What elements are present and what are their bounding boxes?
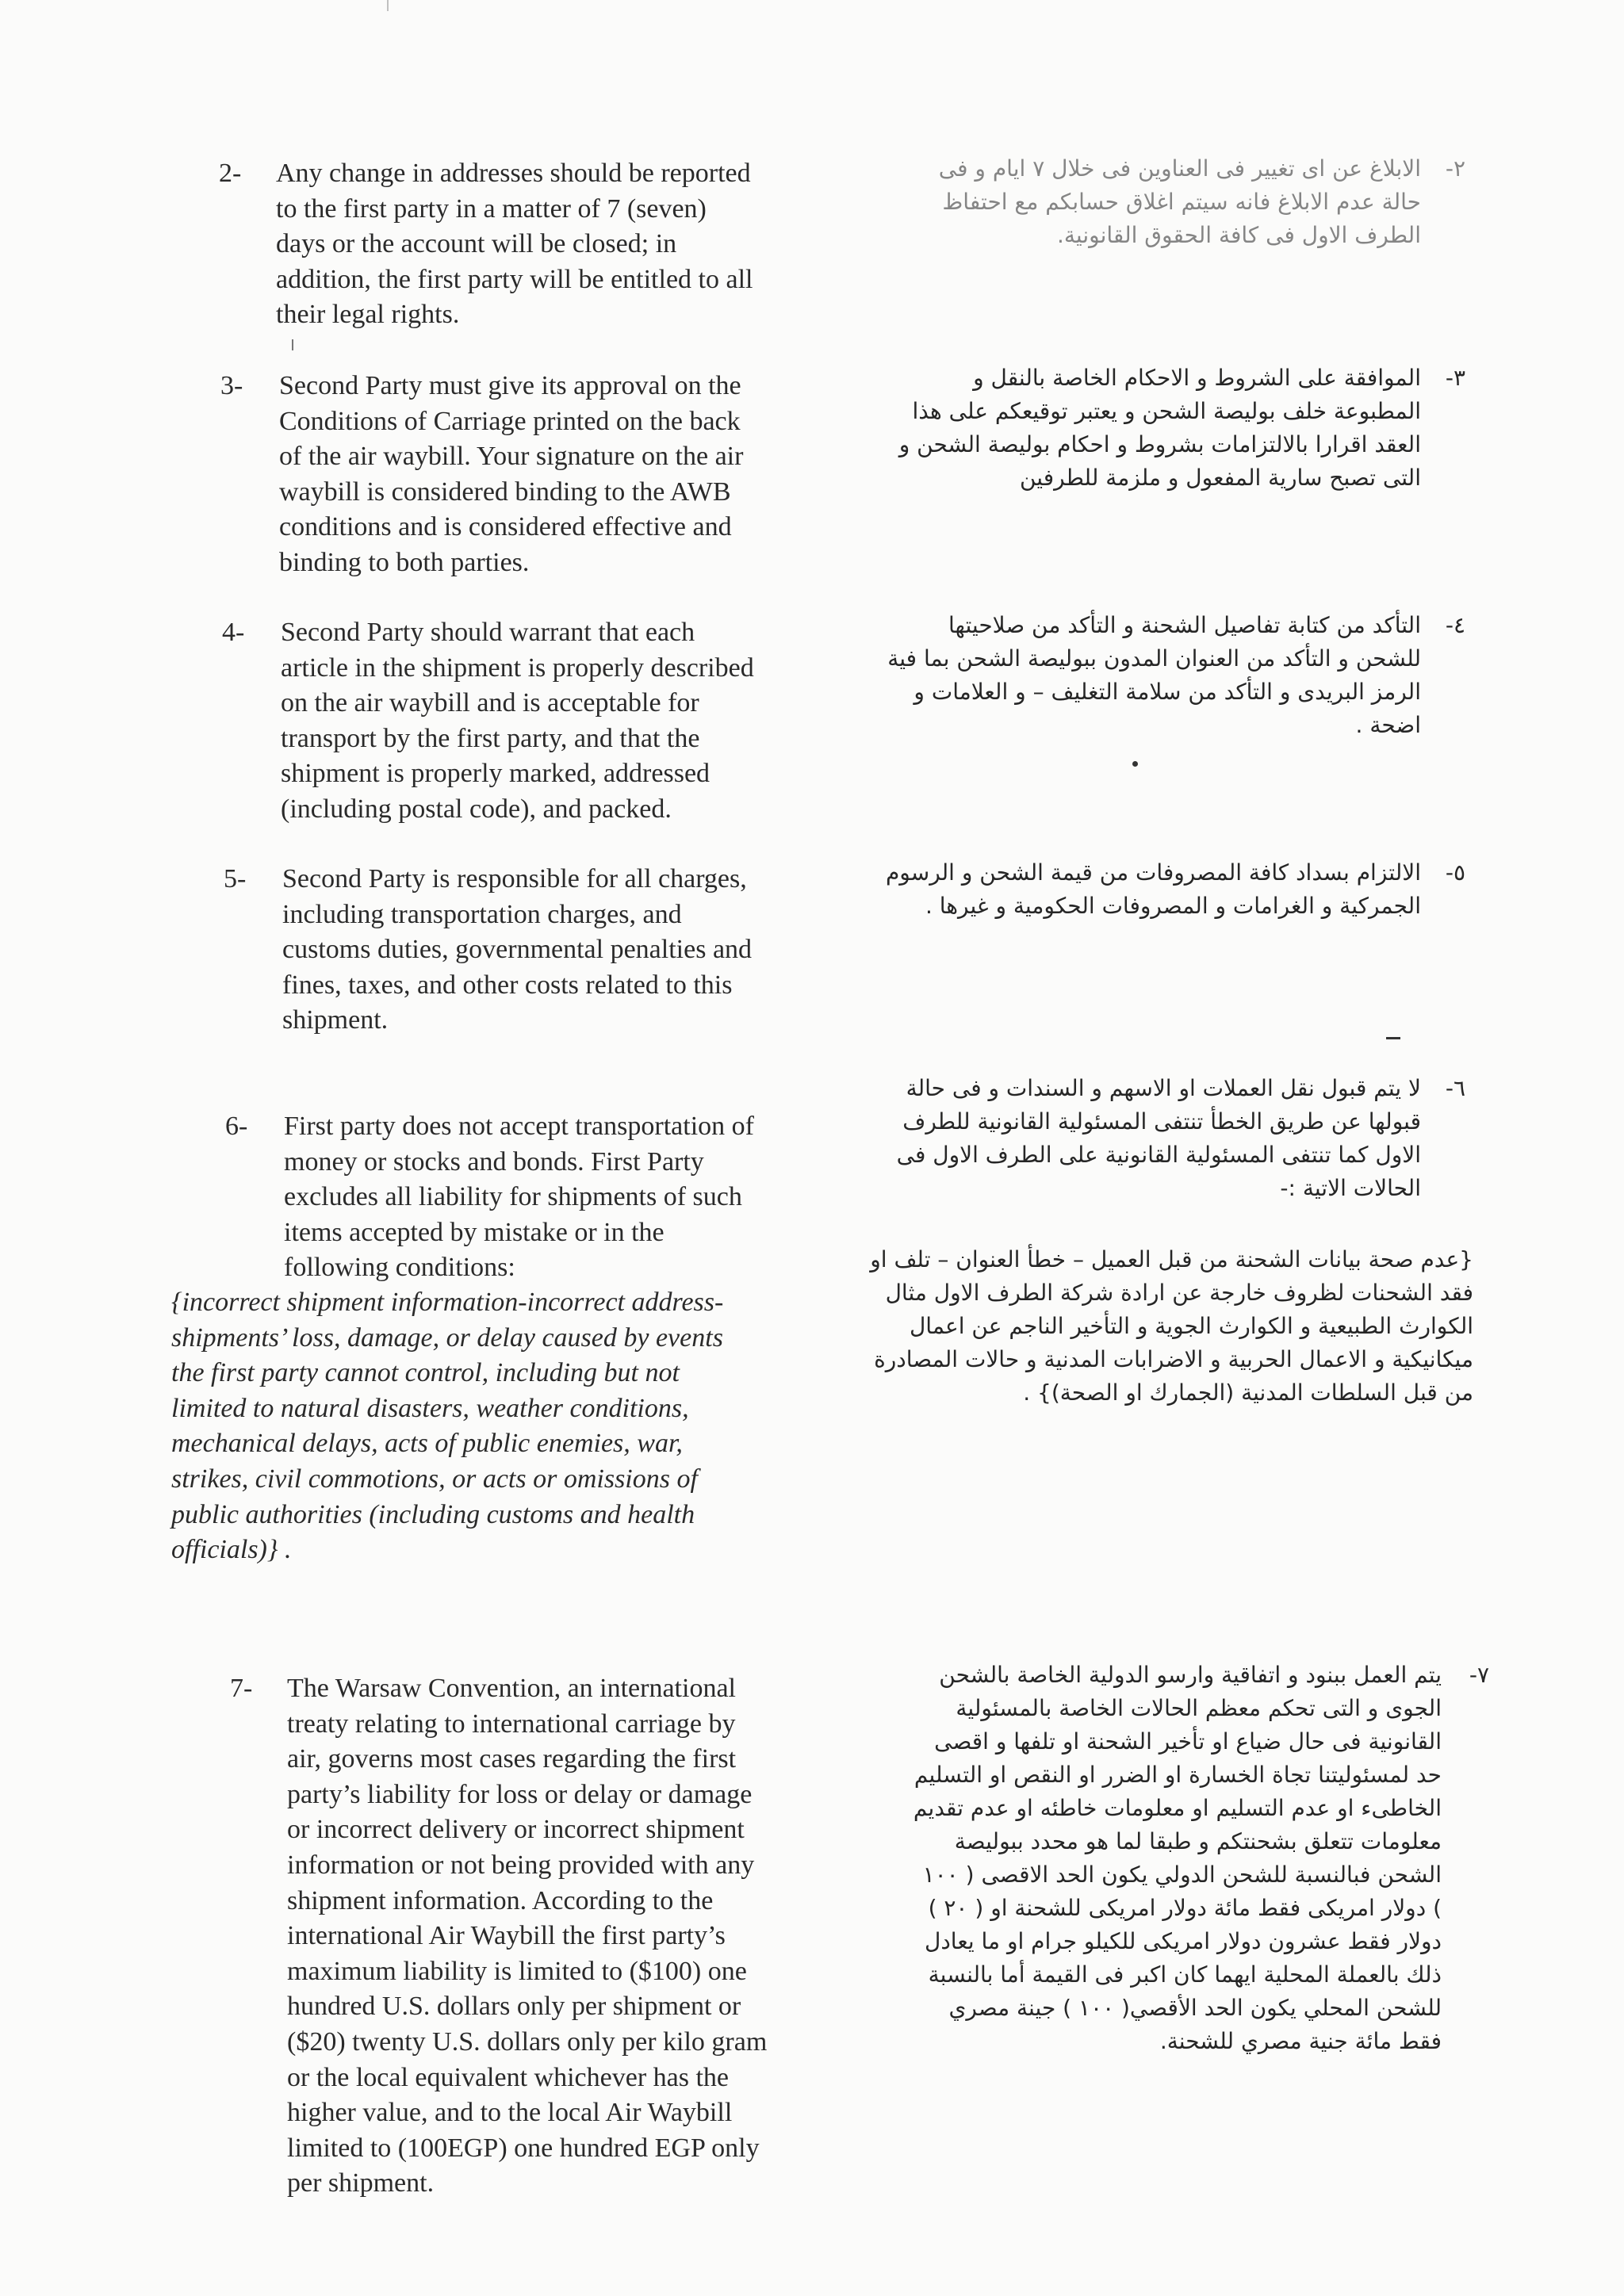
text-line: الرمز البريدى و التأكد من سلامة التغليف – و العلامات و [914,679,1421,705]
text-line: their legal rights. [276,300,460,330]
clause-number: 2- [219,159,242,188]
text-line: including transportation charges, and [282,899,682,929]
text-line: للشحن و التأكد من العنوان المدون ببوليصة الشحن بما فية [887,645,1421,672]
text-line: قبولها عن طريق الخطأ تنتفى المسئولية القانونية للطرف [902,1108,1421,1135]
clause-number: 4- [222,618,245,647]
text-line: international Air Waybill the first party’s [287,1921,726,1951]
text-line: الحالات الاتية :- [1280,1175,1421,1201]
text-line: the first party cannot control, including but not [171,1358,680,1388]
text-line: excludes all liability for shipments of such [284,1182,742,1212]
text-line: air, governs most cases regarding the first [287,1744,737,1774]
text-line: Second Party is responsible for all charges, [282,864,747,894]
clause-3-ar [855,362,1465,495]
text-line: معلومات تتعلق بشحنتكم و طبقا لما هو محدد ببوليصة [954,1828,1442,1854]
text-line: Second Party should warrant that each [281,618,695,647]
text-line: waybill is considered binding to the AWB [279,476,731,507]
text-line: party’s liability for loss or delay or damage [287,1779,753,1809]
scan-dot [1132,761,1138,767]
text-line: القانونية فى حال ضياع او تأخير الشحنة او تلفها و اقصى [934,1728,1442,1755]
text-line: limited to (100EGP) one hundred EGP only [287,2133,760,2163]
text-line: mechanical delays, acts of public enemies, war, [171,1429,683,1459]
text-line: Conditions of Carriage printed on the back [279,406,741,436]
clause-text [281,615,754,828]
text-line: higher value, and to the local Air Waybill [287,2098,733,2128]
scan-dash [1386,1037,1400,1039]
clause-text [282,862,752,1039]
text-line: treaty relating to international carriage by [287,1709,736,1739]
text-line: العقد اقرارا بالالتزامات بشروط و احكام بوليصة الشحن و [898,431,1421,457]
text-line: ) دولار امريكى فقط مائة دولار امريكى للشحنة او ( ٢٠ ) [928,1895,1442,1921]
clause-6-conditions-ar [855,1243,1473,1410]
scan-mark [387,0,389,11]
text-line: الشحن فبالنسبة للشحن الدولي يكون الحد الاقصى ( ١٠٠ [922,1862,1442,1888]
clause-text [855,362,1465,495]
clause-text [276,156,753,333]
clause-number: ٧- [1469,1662,1489,1688]
clause-4-ar [855,609,1465,742]
scan-mark [292,339,293,350]
clause-number: 5- [224,864,247,894]
text-line: (including postal code), and packed. [281,794,672,824]
clause-text [855,152,1465,252]
text-line: حالة عدم الابلاغ فانه سيتم اغلاق حسابكم مع احتفاظ [942,189,1421,215]
text-line: public authorities (including customs and health [171,1499,695,1529]
text-line: officials)} . [171,1535,292,1565]
text-line: limited to natural disasters, weather conditions, [171,1393,689,1423]
clause-number: 6- [225,1112,248,1141]
text-line: فقد الشحنات لظروف خارجة عن ارادة شركة الطرف الاول مثال [885,1280,1473,1306]
clause-2-ar [855,152,1465,252]
text-line: First party does not accept transportation of [284,1112,754,1141]
clause-number: ٢- [1445,155,1465,182]
text-line: الابلاغ عن اى تغيير فى العناوين فى خلال ٧ ايام و فى [938,155,1421,182]
clause-5-ar [855,856,1465,923]
clause-7-ar [855,1659,1489,2058]
text-line: fines, taxes, and other costs related to this [282,970,733,1000]
text-line: article in the shipment is properly described [281,652,754,683]
text-line: الخاطىء او عدم التسليم او معلومات خاطئه او عدم تقديم [913,1795,1442,1821]
text-line: الجوى و التى تحكم معظم الحالات الخاصة بالمسئولية [956,1695,1442,1721]
text-line: الموافقة على الشروط و الاحكام الخاصة بالنقل و [973,365,1421,391]
text-line: information or not being provided with any [287,1850,755,1880]
text-line: ميكانيكية و الاعمال الحربية و الاضرابات المدنية و حالات المصادرة [874,1346,1473,1372]
text-line: shipments’ loss, damage, or delay caused by events [171,1322,723,1353]
text-line: Any change in addresses should be reported [276,159,751,188]
text-line: binding to both parties. [279,547,530,577]
text-line: per shipment. [287,2168,435,2198]
clause-number: 7- [230,1674,253,1703]
text-line: ($20) twenty U.S. dollars only per kilo gram [287,2026,768,2057]
clause-text [855,1243,1473,1410]
text-line: ذلك بالعملة المحلية ايهما كان اكبر فى القيمة أما بالنسبة [928,1961,1442,1988]
text-line: customs duties, governmental penalties and [282,935,753,965]
text-line: Second Party must give its approval on the [279,371,741,400]
clause-text [284,1109,754,1286]
text-line: of the air waybill. Your signature on the air [279,442,744,472]
text-line: الكوارث الطبيعية و الكوارث الجوية و التأخير الناجم عن اعمال [909,1313,1473,1339]
text-line: items accepted by mistake or in the [284,1217,665,1247]
text-line: حد لمسئوليتنا تجاة الخسارة او الضرر او النقص او التسليم [914,1762,1442,1788]
text-line: The Warsaw Convention, an international [287,1674,736,1703]
text-line: days or the account will be closed; in [276,229,677,259]
text-line: addition, the first party will be entitled to all [276,264,753,294]
clause-6-ar [855,1072,1465,1205]
text-line: on the air waybill and is acceptable for [281,688,699,718]
clause-text [855,856,1465,923]
text-line: الجمركية و الغرامات و المصروفات الحكومية و غيرها . [925,893,1421,919]
text-line: اضحة . [1355,712,1421,738]
clause-text [287,1671,767,2202]
text-line: الاول كما تنتفى المسئولية القانونية على الطرف الاول فى [896,1142,1421,1168]
clause-number: 3- [220,371,243,400]
clause-text [855,1072,1465,1205]
clause-number: ٣- [1445,365,1465,391]
clause-number: ٦- [1445,1075,1465,1101]
text-line: الطرف الاول فى كافة الحقوق القانونية. [1056,222,1421,248]
text-line: money or stocks and bonds. First Party [284,1146,704,1177]
text-line: يتم العمل ببنود و اتفاقية وارسو الدولية الخاصة بالشحن [939,1662,1442,1688]
text-line: shipment information. According to the [287,1885,714,1915]
clause-text [279,369,743,581]
text-line: الالتزام بسداد كافة المصروفات من قيمة الشحن و الرسوم [885,859,1421,886]
text-line: فقط مائة جنية مصري للشحنة. [1159,2028,1442,2054]
text-line: لا يتم قبول نقل العملات او الاسهم و السندات و فى حالة [906,1075,1421,1101]
text-line: to the first party in a matter of 7 (seven) [276,193,707,224]
text-line: conditions and is considered effective and [279,512,732,542]
text-line: التى تصبح سارية المفعول و ملزمة للطرفين [1019,465,1421,491]
text-line: shipment. [282,1005,389,1035]
text-line: following conditions: [284,1253,515,1283]
text-line: hundred U.S. dollars only per shipment or [287,1992,741,2022]
text-line: التأكد من كتابة تفاصيل الشحنة و التأكد من صلاحيتها [948,612,1421,638]
text-line: من قبل السلطات المدنية (الجمارك او الصحة)} . [1023,1380,1473,1406]
clause-text [855,609,1465,742]
text-line: or incorrect delivery or incorrect shipment [287,1815,745,1845]
clause-number: ٤- [1445,612,1465,638]
text-line: strikes, civil commotions, or acts or omissions of [171,1464,698,1494]
text-line: transport by the first party, and that the [281,723,700,753]
text-line: or the local equivalent whichever has the [287,2062,729,2092]
clause-text [855,1659,1489,2058]
clause-number: ٥- [1445,859,1465,886]
text-line: المطبوعة خلف بوليصة الشحن و يعتبر توقيعكم على هذا [912,398,1421,424]
text-line: shipment is properly marked, addressed [281,759,710,789]
text-line: {incorrect shipment information-incorrect address- [171,1288,724,1317]
clause-6-conditions-en [171,1285,723,1568]
text-line: دولار فقط عشرون دولار امريكى للكيلو جرام او ما يعادل [924,1928,1442,1954]
text-line: للشحن المحلي يكون الحد الأقصي( ١٠٠ ) جينة مصري [948,1995,1442,2021]
text-line: {عدم صحة بيانات الشحنة من قبل العميل – خطأ العنوان – تلف او [870,1246,1473,1272]
text-line: maximum liability is limited to ($100) one [287,1956,747,1986]
